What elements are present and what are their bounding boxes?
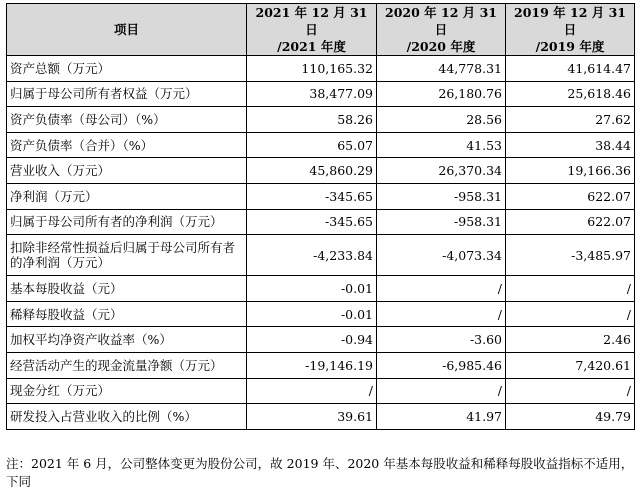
value-2019: 2.46 [506,327,635,353]
header-2019: 2019 年 12 月 31 日 /2019 年度 [506,4,635,56]
row-label: 净利润（万元） [7,183,247,209]
value-2020: 26,180.76 [377,81,506,107]
table-row [7,183,635,209]
row-label: 基本每股收益（元） [7,276,247,302]
value-2021: -345.65 [247,209,377,235]
value-2020: -958.31 [377,183,506,209]
value-2021: 110,165.32 [247,56,377,82]
table-row [7,327,635,353]
value-2020: / [377,301,506,327]
value-2021: -0.01 [247,276,377,302]
value-2019: 27.62 [506,107,635,133]
value-2020: 28.56 [377,107,506,133]
value-2021: / [247,378,377,404]
value-2019: 41,614.47 [506,56,635,82]
value-2020: / [377,378,506,404]
table-row [7,276,635,302]
value-2020: -3.60 [377,327,506,353]
table-row [7,107,635,133]
table-row [7,235,635,276]
value-2019: 25,618.46 [506,81,635,107]
value-2019: 7,420.61 [506,352,635,378]
value-2020: -4,073.34 [377,235,506,276]
header-2021: 2021 年 12 月 31 日 /2021 年度 [247,4,377,56]
value-2021: 65.07 [247,132,377,158]
row-label: 研发投入占营业收入的比例（%） [7,404,247,430]
value-2020: 41.97 [377,404,506,430]
row-label: 稀释每股收益（元） [7,301,247,327]
table-row [7,132,635,158]
table-row [7,378,635,404]
value-2021: 58.26 [247,107,377,133]
row-label: 现金分红（万元） [7,378,247,404]
table-row [7,301,635,327]
table-row [7,81,635,107]
value-2019: 622.07 [506,183,635,209]
value-2021: -345.65 [247,183,377,209]
value-2021: -0.01 [247,301,377,327]
row-label: 资产总额（万元） [7,56,247,82]
header-item: 项目 [7,4,247,56]
value-2019: 49.79 [506,404,635,430]
value-2021: -19,146.19 [247,352,377,378]
table-header-row [7,4,635,56]
value-2019: 19,166.36 [506,158,635,184]
value-2021: -0.94 [247,327,377,353]
row-label: 归属于母公司所有者权益（万元） [7,81,247,107]
row-label: 资产负债率（合并）（%） [7,132,247,158]
value-2020: 41.53 [377,132,506,158]
value-2019: / [506,378,635,404]
row-label: 营业收入（万元） [7,158,247,184]
row-label: 扣除非经常性损益后归属于母公司所有者的净利润（万元） [7,235,247,276]
value-2019: / [506,276,635,302]
row-label: 资产负债率（母公司）（%） [7,107,247,133]
value-2020: 26,370.34 [377,158,506,184]
value-2019: 38.44 [506,132,635,158]
header-2020: 2020 年 12 月 31 日 /2020 年度 [377,4,506,56]
table-row [7,352,635,378]
value-2019: 622.07 [506,209,635,235]
table-row [7,158,635,184]
row-label: 加权平均净资产收益率（%） [7,327,247,353]
value-2020: -6,985.46 [377,352,506,378]
row-label: 经营活动产生的现金流量净额（万元） [7,352,247,378]
footnote: 注：2021 年 6 月，公司整体变更为股份公司，故 2019 年、2020 年基本每股收益和稀释每股收益指标不适用，下同 [6,456,634,489]
value-2021: -4,233.84 [247,235,377,276]
table-row [7,404,635,430]
value-2020: 44,778.31 [377,56,506,82]
value-2019: / [506,301,635,327]
value-2020: / [377,276,506,302]
table-row [7,56,635,82]
financial-data-table [6,3,635,430]
value-2021: 39.61 [247,404,377,430]
value-2020: -958.31 [377,209,506,235]
financial-table-container [6,3,634,430]
value-2019: -3,485.97 [506,235,635,276]
value-2021: 45,860.29 [247,158,377,184]
table-row [7,209,635,235]
value-2021: 38,477.09 [247,81,377,107]
row-label: 归属于母公司所有者的净利润（万元） [7,209,247,235]
